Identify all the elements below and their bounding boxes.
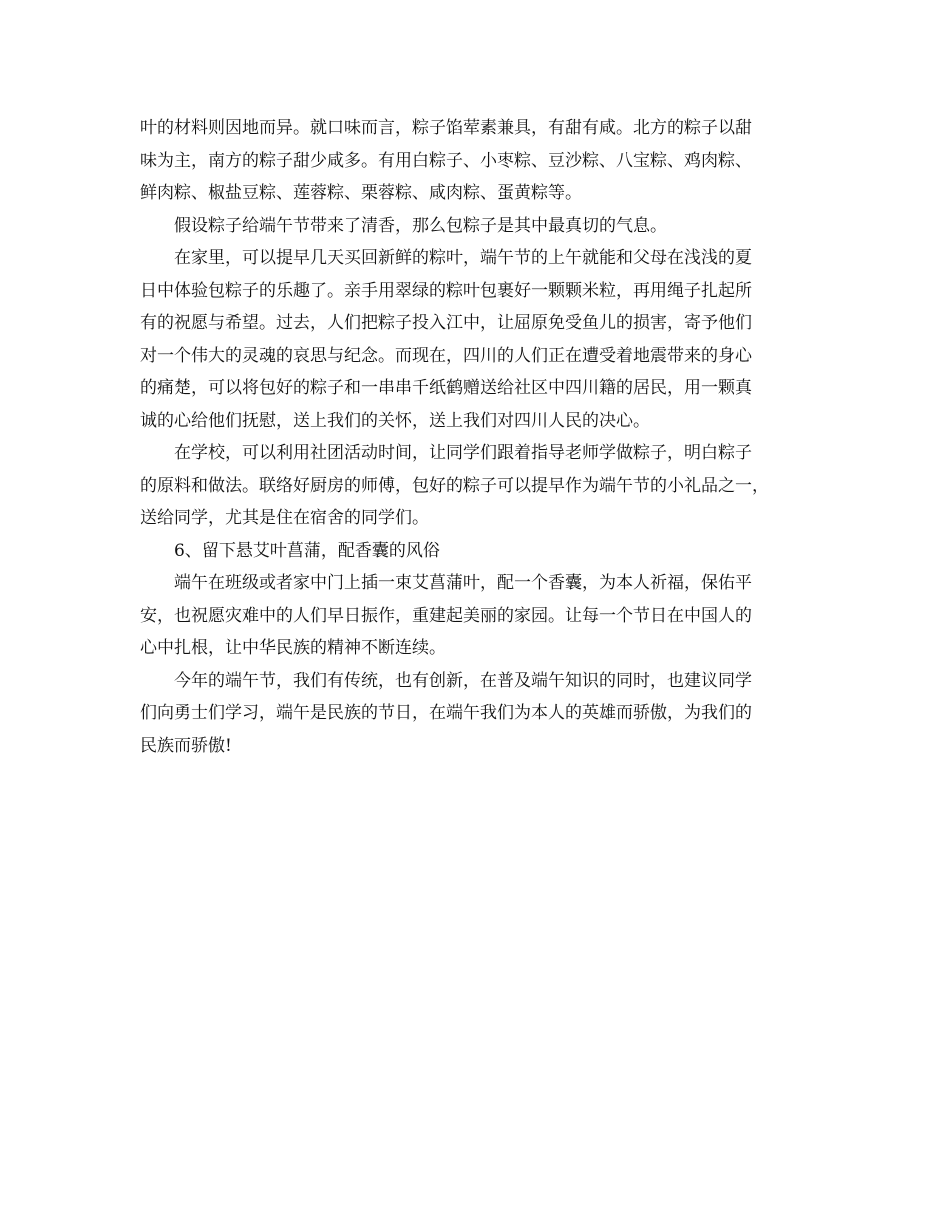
document-body bbox=[140, 112, 820, 762]
text-line: 的原料和做法。联络好厨房的师傅，包好的粽子可以提早作为端午节的小礼品之一， bbox=[140, 475, 769, 496]
text-line: 对一个伟大的灵魂的哀思与纪念。而现在，四川的人们正在遭受着地震带来的身心 bbox=[140, 345, 752, 366]
text-line: 味为主，南方的粽子甜少咸多。有用白粽子、小枣粽、豆沙粽、八宝粽、鸡肉粽、 bbox=[140, 150, 752, 171]
text-line: 鲜肉粽、椒盐豆粽、莲蓉粽、栗蓉粽、咸肉粽、蛋黄粽等。 bbox=[140, 183, 582, 203]
text-line: 有的祝愿与希望。过去，人们把粽子投入江中，让屈原免受鱼儿的损害，寄予他们 bbox=[140, 313, 752, 333]
text-line: 端午在班级或者家中门上插一束艾菖蒲叶，配一个香囊，为本人祈福，保佑平 bbox=[174, 573, 752, 593]
text-line: 在家里，可以提早几天买回新鲜的粽叶，端午节的上午就能和父母在浅浅的夏 bbox=[174, 248, 752, 268]
text-line: 送给同学，尤其是住在宿舍的同学们。 bbox=[140, 508, 429, 528]
section-heading: 6、留下悬艾叶菖蒲，配香囊的风俗 bbox=[174, 540, 440, 561]
text-line: 叶的材料则因地而异。就口味而言，粽子馅荤素兼具，有甜有咸。北方的粽子以甜 bbox=[140, 118, 752, 138]
text-line: 今年的端午节，我们有传统，也有创新，在普及端午知识的同时，也建议同学 bbox=[174, 670, 752, 691]
text-line: 日中体验包粽子的乐趣了。亲手用翠绿的粽叶包裹好一颗颗米粒，再用绳子扎起所 bbox=[140, 280, 752, 301]
text-line: 的痛楚，可以将包好的粽子和一串串千纸鹤赠送给社区中四川籍的居民，用一颗真 bbox=[140, 378, 752, 398]
text-line: 心中扎根，让中华民族的精神不断连续。 bbox=[140, 638, 446, 658]
text-line: 民族而骄傲! bbox=[140, 735, 232, 756]
text-line: 诚的心给他们抚慰，送上我们的关怀，送上我们对四川人民的决心。 bbox=[140, 410, 650, 431]
text-line: 们向勇士们学习，端午是民族的节日，在端午我们为本人的英雄而骄傲，为我们的 bbox=[140, 703, 752, 723]
text-line: 安，也祝愿灾难中的人们早日振作，重建起美丽的家园。让每一个节日在中国人的 bbox=[140, 605, 752, 626]
text-line: 假设粽子给端午节带来了清香，那么包粽子是其中最真切的气息。 bbox=[174, 215, 667, 236]
text-line: 在学校，可以利用社团活动时间，让同学们跟着指导老师学做粽子，明白粽子 bbox=[174, 443, 752, 463]
